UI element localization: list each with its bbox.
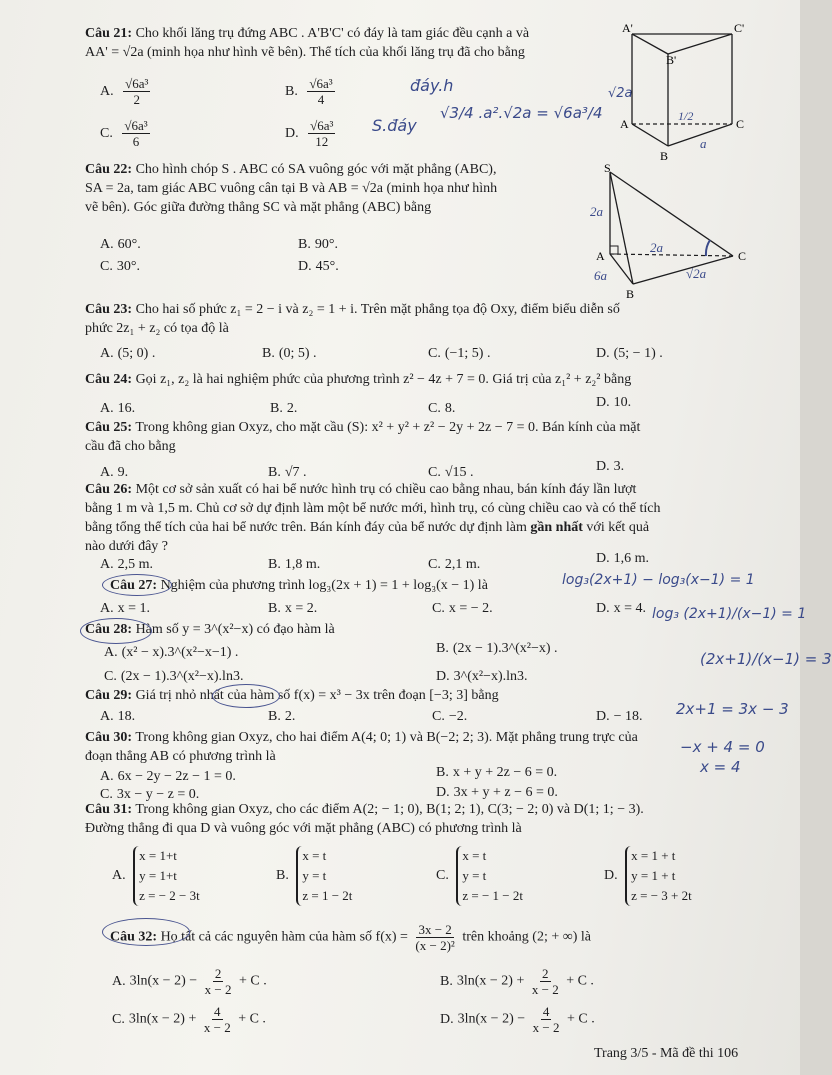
question-24: Câu 24: Gọi z₁, z₂ là hai nghiệm phức của phương trình z² − 4z + 7 = 0. Giá trị của z₁² + z₂² bằng [85, 372, 632, 387]
q21-option-c[interactable]: C. $\frac{\text{√6a³}}{6}$ [100, 118, 148, 149]
q26-option-d[interactable]: D. 1,6 m. [596, 551, 650, 566]
handwritten-note: 1/2 [678, 109, 694, 123]
q26-option-a[interactable]: A. 2,5 m. [100, 557, 154, 572]
q21-option-a[interactable]: A. $\frac{\text{√6a³}}{2}$ [100, 76, 149, 107]
q21-option-d[interactable]: D. $\frac{\text{√6a³}}{12}$ [285, 118, 334, 149]
q28-option-d[interactable]: D. 3^(x²−x).ln3. [436, 669, 528, 684]
question-27: Câu 27: Nghiệm của phương trình log₃(2x + 1) = 1 + log₃(x − 1) là [110, 578, 488, 593]
handwritten-note: x = 4 [700, 758, 741, 776]
handwritten-note: 2a [650, 240, 663, 255]
q28-option-a[interactable]: A. (x² − x).3^(x²−x−1) . [104, 645, 239, 660]
handwritten-note: log₃ (2x+1)/(x−1) = 1 [652, 606, 807, 622]
question-32: Câu 32: Họ tất cả các nguyên hàm của hàm số f(x) = $\frac{3x - 2}{\text{(x − 2)²}}$ trên khoảng (2; + ∞) là [110, 922, 591, 953]
vertex-label-b-prime: B' [666, 53, 677, 67]
q23-option-c[interactable]: C. (−1; 5) . [428, 346, 491, 361]
question-22: Câu 22: Cho hình chóp S . ABC có SA vuông góc với mặt phẳng (ABC), SA = 2a, tam giác ABC vuông cân tại B và AB = √2a (minh họa như hình vẽ bên). Góc giữa đường thẳng SC và mặt phẳng (ABC) bằng [85, 162, 498, 215]
q30-option-c[interactable]: C. 3x − y − z = 0. [100, 787, 200, 802]
q24-option-c[interactable]: C. 8. [428, 401, 456, 416]
q25-option-d[interactable]: D. 3. [596, 459, 625, 474]
handwritten-note: 2x+1 = 3x − 3 [676, 700, 789, 718]
q32-option-d[interactable]: D. 3ln(x − 2) − $\frac{4}{x - 2}$ + C . [440, 1004, 595, 1035]
vertex-label-b: B [626, 287, 635, 301]
vertex-label-c-prime: C' [734, 21, 745, 35]
q25-option-a[interactable]: A. 9. [100, 465, 129, 480]
q22-option-c[interactable]: C. 30°. [100, 259, 140, 274]
q22-option-d[interactable]: D. 45°. [298, 259, 339, 274]
q21-option-b[interactable]: B. $\frac{\text{√6a³}}{4}$ [285, 76, 333, 107]
q31-option-c[interactable]: C. x = t y = t z = − 1 − 2t [436, 846, 523, 906]
q30-option-a[interactable]: A. 6x − 2y − 2z − 1 = 0. [100, 769, 236, 784]
q24-option-b[interactable]: B. 2. [270, 401, 298, 416]
q27-option-b[interactable]: B. x = 2. [268, 601, 318, 616]
q29-option-a[interactable]: A. 18. [100, 709, 136, 724]
q29-option-c[interactable]: C. −2. [432, 709, 468, 724]
q30-option-d[interactable]: D. 3x + y + z − 6 = 0. [436, 785, 558, 800]
q26-option-c[interactable]: C. 2,1 m. [428, 557, 481, 572]
q28-option-b[interactable]: B. (2x − 1).3^(x²−x) . [436, 641, 558, 656]
q22-option-a[interactable]: A. 60°. [100, 237, 141, 252]
page-footer: Trang 3/5 - Mã đề thi 106 [594, 1046, 739, 1061]
question-21 [85, 24, 625, 62]
handwritten-note: −x + 4 = 0 [680, 738, 765, 756]
q24-option-d[interactable]: D. 10. [596, 395, 632, 410]
q31-option-b[interactable]: B. x = t y = t z = 1 − 2t [276, 846, 352, 906]
vertex-label-c: C [738, 249, 747, 263]
q24-option-a[interactable]: A. 16. [100, 401, 136, 416]
question-29: Câu 29: Giá trị nhỏ nhất của hàm số f(x) = x³ − 3x trên đoạn [−3; 3] bằng [85, 688, 499, 703]
vertex-label-s: S [604, 161, 611, 175]
q23-option-b[interactable]: B. (0; 5) . [262, 346, 317, 361]
handwritten-note: đáy.h [410, 76, 454, 95]
question-28: Câu 28: Hàm số y = 3^(x²−x) có đạo hàm là [85, 622, 335, 637]
question-21-text-line1: Cho khối lăng trụ đứng ABC . A'B'C' có đáy là tam giác đều cạnh a và [135, 26, 530, 41]
vertex-label-a-prime: A' [622, 21, 633, 35]
question-26: Câu 26: Một cơ sở sản xuất có hai bể nước hình trụ có chiều cao bằng nhau, bán kính đáy lần lượt bằng 1 m và 1,5 m. Chủ cơ sở dự định làm một bể nước mới, hình trụ, có cùng chiều cao và có thể tích bằng tổng thể tích của hai bể nước trên. Bán kính đáy của bể nước dự định làm gần nhất với kết quả nào dưới đây ? [85, 482, 661, 554]
vertex-label-c: C [736, 117, 745, 131]
q30-option-b[interactable]: B. x + y + 2z − 6 = 0. [436, 765, 558, 780]
handwritten-note: √3/4 .a².√2a = √6a³/4 [440, 104, 603, 122]
handwritten-circle [212, 684, 280, 708]
q25-option-b[interactable]: B. √7 . [268, 465, 307, 480]
handwritten-note: (2x+1)/(x−1) = 3 [700, 650, 832, 668]
handwritten-note: log₃(2x+1) − log₃(x−1) = 1 [562, 572, 755, 588]
q23-option-a[interactable]: A. (5; 0) . [100, 346, 156, 361]
question-21-text-line2: AA' = √2a (minh họa như hình vẽ bên). Thể tích của khối lăng trụ đã cho bằng [85, 45, 525, 60]
prism-figure [620, 21, 760, 164]
q32-option-b[interactable]: B. 3ln(x − 2) + $\frac{2}{x - 2}$ + C . [440, 966, 594, 997]
vertex-label-a: A [596, 249, 605, 263]
q22-option-b[interactable]: B. 90°. [298, 237, 338, 252]
q27-option-c[interactable]: C. x = − 2. [432, 601, 493, 616]
question-31: Câu 31: Trong không gian Oxyz, cho các điểm A(2; − 1; 0), B(1; 2; 1), C(3; − 2; 0) và D(1; 1; − 3). Đường thẳng đi qua D và vuông góc với mặt phẳng (ABC) có phương trình là [85, 802, 644, 836]
handwritten-circle [80, 618, 152, 644]
q26-option-b[interactable]: B. 1,8 m. [268, 557, 321, 572]
q25-option-c[interactable]: C. √15 . [428, 465, 474, 480]
question-30: Câu 30: Trong không gian Oxyz, cho hai điểm A(4; 0; 1) và B(−2; 2; 3). Mặt phẳng trung trực của đoạn thẳng AB có phương trình là [85, 730, 638, 764]
q32-option-a[interactable]: A. 3ln(x − 2) − $\frac{2}{x - 2}$ + C . [112, 966, 267, 997]
q27-option-a[interactable]: A. x = 1. [100, 601, 151, 616]
handwritten-note: a [700, 136, 707, 151]
handwritten-note: √2a [608, 86, 633, 101]
handwritten-note: √2a [686, 266, 707, 281]
vertex-label-a: A [620, 117, 629, 131]
vertex-label-b: B [660, 149, 669, 163]
q28-option-c[interactable]: C. (2x − 1).3^(x²−x).ln3. [104, 669, 244, 684]
q27-option-d[interactable]: D. x = 4. [596, 601, 647, 616]
question-23: Câu 23: Cho hai số phức z₁ = 2 − i và z₂ = 1 + i. Trên mặt phẳng tọa độ Oxy, điểm biểu diễn số phức 2z₁ + z₂ có tọa độ là [85, 302, 620, 336]
q32-option-c[interactable]: C. 3ln(x − 2) + $\frac{4}{x - 2}$ + C . [112, 1004, 266, 1035]
q23-option-d[interactable]: D. (5; − 1) . [596, 346, 663, 361]
q29-option-b[interactable]: B. 2. [268, 709, 296, 724]
question-22-label: Câu 22: [85, 162, 133, 177]
question-25: Câu 25: Trong không gian Oxyz, cho mặt cầu (S): x² + y² + z² − 2y + 2z − 7 = 0. Bán kính của mặt cầu đã cho bằng [85, 420, 641, 454]
q31-option-d[interactable]: D. x = 1 + t y = 1 + t z = − 3 + 2t [604, 846, 692, 906]
handwritten-note: S.đáy [372, 116, 417, 135]
q29-option-d[interactable]: D. − 18. [596, 709, 643, 724]
q31-option-a[interactable]: A. x = 1+t y = 1+t z = − 2 − 3t [112, 846, 200, 906]
handwritten-note: 6a [594, 268, 607, 283]
handwritten-note: 2a [590, 204, 603, 219]
handwritten-circle [102, 918, 190, 946]
pyramid-figure [588, 161, 758, 301]
handwritten-circle [102, 574, 172, 596]
question-21-label: Câu 21: [85, 26, 133, 41]
